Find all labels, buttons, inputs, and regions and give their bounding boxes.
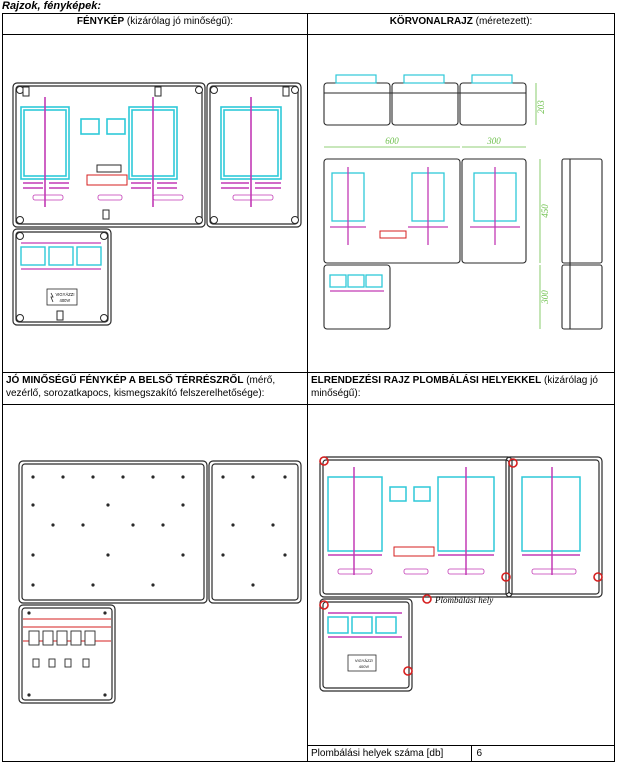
dim-width-right: 300 [487,136,501,146]
layout-title-bold: ELRENDEZÉSI RAJZ PLOMBÁLÁSI HELYEKKEL [311,375,542,386]
seal-legend-marker [423,595,431,603]
seal-count-label: Plombálási helyek száma [db] [308,746,471,761]
layout-warning-sticker [348,655,376,671]
drawings-table [2,13,615,762]
meter-windows [21,107,281,179]
latches [23,87,289,320]
outline-header [308,14,615,35]
layout-figure [308,405,615,745]
slots [33,195,273,200]
corner-screws [17,87,299,322]
magenta-rails [23,97,281,207]
warning-line1: VIGYÁZZ! [55,292,75,297]
photo-figure-cell [3,35,308,373]
layout-figure-cell [308,405,615,746]
seal-marker-6 [404,667,412,675]
outline-figure-cell [308,35,615,373]
top-view [324,83,526,125]
interior-title-bold: JÓ MINŐSÉGŰ FÉNYKÉP A BELSŐ TÉRRÉSZRŐL [6,375,244,386]
interior-figure [3,405,308,760]
photo-header [3,14,308,35]
label-plate [97,165,121,172]
photo-figure [3,35,308,372]
interior-title-rest: (mérő, vezérlő, sorozatkapocs, kismegszakító felszerelhetősége): [6,375,276,399]
breaker-row [21,247,101,265]
back-plates [19,461,301,703]
seal-markers [320,457,602,675]
dim-height-top: 203 [536,100,546,114]
warning-sticker [47,289,77,305]
seal-count-cell [308,746,615,762]
outline-title-rest: (méretezett): [472,16,533,27]
warning-line2: 400V! [59,298,71,303]
dim-height-mid: 450 [540,204,550,218]
layout-warning-line2: 400V! [358,664,370,669]
dimension-lines [324,83,540,329]
side-view [562,159,602,329]
center-plate [87,175,127,185]
outline-title-bold: KÖRVONALRAJZ [389,16,473,27]
photo-title-rest: (kizárólag jó minőségű): [124,16,234,27]
outline-figure [308,35,615,372]
interior-figure-cell [3,405,308,762]
layout-warning-line1: VIGYÁZZ! [354,658,374,663]
seal-marker-4 [594,573,602,581]
seal-count-table [308,746,614,761]
dim-width-left: 600 [385,136,399,146]
photo-title-bold: FÉNYKÉP [76,16,125,27]
seal-count-value: 6 [476,748,483,759]
terminals [29,631,95,667]
layout-header [308,373,615,405]
doc-heading: Rajzok, fényképek: [2,0,102,12]
interior-header [3,373,308,405]
front-view [324,159,526,329]
seal-legend-label: Plombálási hely [435,595,494,605]
layout-title-rest: (kizárólag jó minőségű): [311,375,598,399]
enclosure-top-left [13,83,205,227]
dim-height-bottom: 300 [540,290,550,304]
